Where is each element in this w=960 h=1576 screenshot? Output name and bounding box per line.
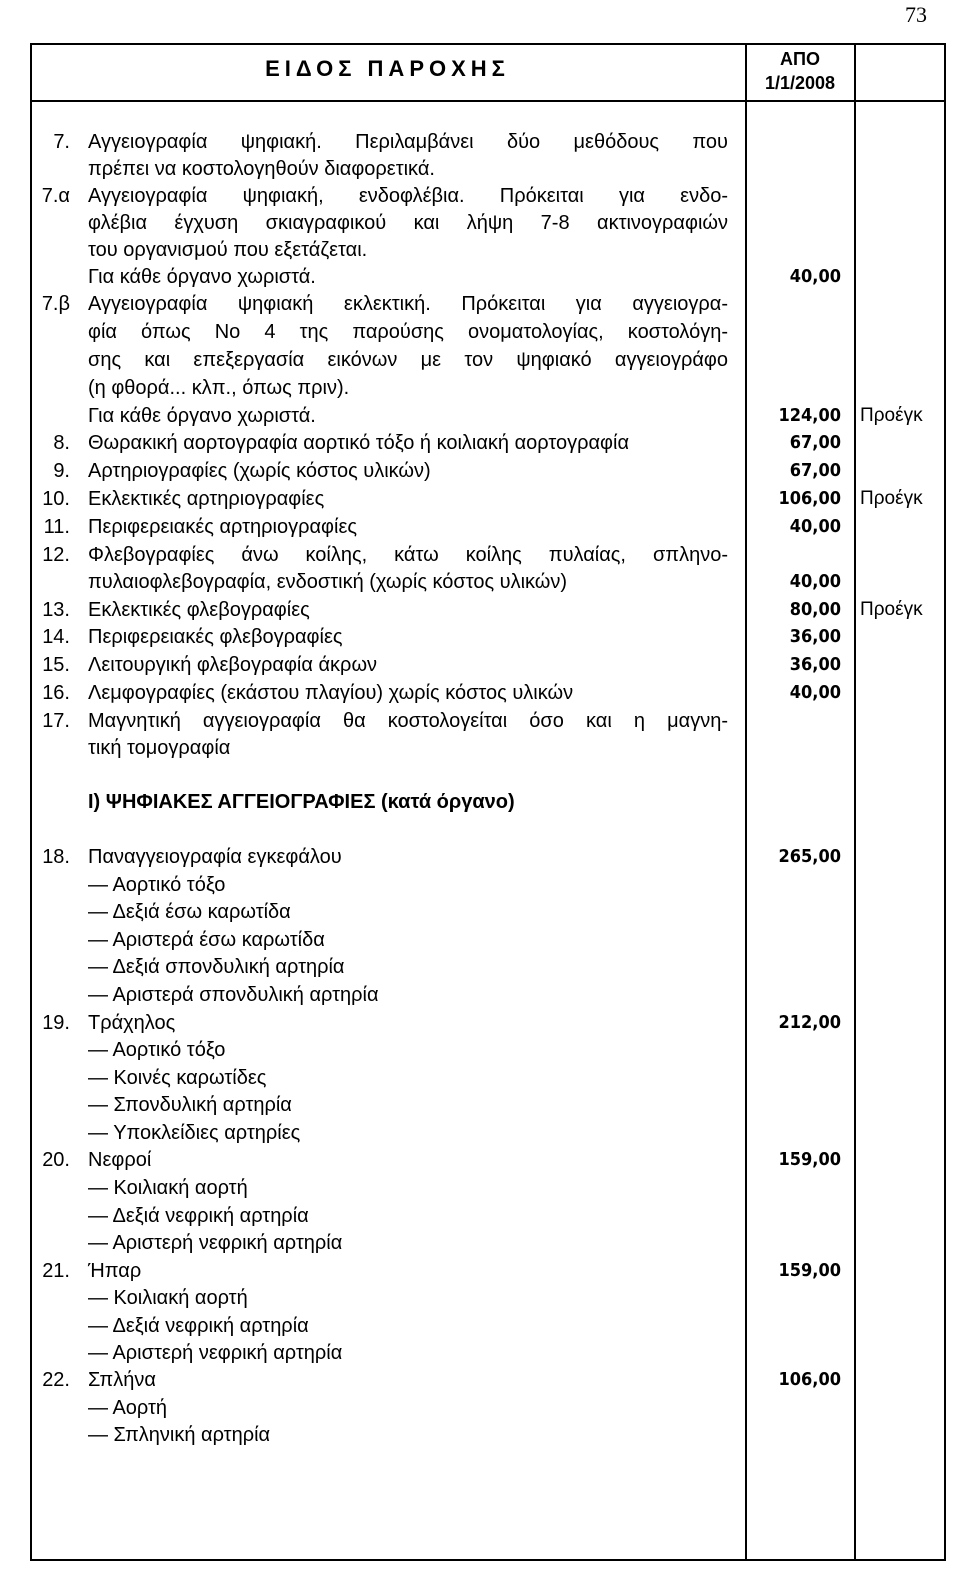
item-description: Λειτουργική φλεβογραφία άκρων (88, 654, 378, 676)
item-price: 40,00 (789, 516, 841, 537)
page-number: 73 (905, 2, 927, 27)
list-item-continuation (0, 374, 960, 402)
item-number: 10. (42, 488, 70, 510)
sub-item-label: — Αριστερή νεφρική αρτηρία (88, 1342, 343, 1364)
item-number: 17. (42, 710, 70, 732)
item-number: 13. (42, 599, 70, 621)
item-number: 15. (42, 654, 70, 676)
item-description: πρέπει να κοστολογηθούν διαφορετικά. (88, 158, 435, 180)
sub-item (0, 871, 960, 899)
sub-item (0, 953, 960, 981)
item-description: Αρτηριογραφίες (χωρίς κόστος υλικών) (88, 460, 431, 482)
item-description: Αγγειογραφία ψηφιακή, ενδοφλέβια. Πρόκειται για ενδο- (88, 185, 728, 207)
list-item-continuation (0, 236, 960, 264)
sub-item-label: — Δεξιά νεφρική αρτηρία (88, 1315, 309, 1337)
item-description: (η φθορά... κλπ., όπως πριν). (88, 377, 350, 399)
sub-item (0, 1421, 960, 1449)
list-item (0, 843, 960, 871)
sub-item-label: — Σπονδυλική αρτηρία (88, 1094, 292, 1116)
item-price: 67,00 (789, 432, 841, 453)
list-item-continuation (0, 568, 960, 596)
sub-item (0, 1312, 960, 1340)
item-number: 19. (42, 1012, 70, 1034)
item-number: 7. (53, 131, 70, 153)
item-description: τική τομογραφία (88, 737, 231, 759)
header-bottom-border (30, 100, 946, 102)
sub-item (0, 1091, 960, 1119)
item-description: Για κάθε όργανο χωριστά. (88, 266, 316, 288)
item-note: Προέγκ (860, 599, 923, 620)
sub-item (0, 1036, 960, 1064)
table-bottom-border (30, 1559, 946, 1561)
item-number: 12. (42, 544, 70, 566)
item-description: Εκλεκτικές φλεβογραφίες (88, 599, 310, 621)
item-price: 159,00 (778, 1149, 841, 1170)
item-note: Προέγκ (860, 405, 923, 426)
sub-item-label: — Αορτικό τόξο (88, 874, 226, 896)
list-item (0, 623, 960, 651)
item-price: 40,00 (789, 266, 841, 287)
item-number: 16. (42, 682, 70, 704)
list-item (0, 1009, 960, 1037)
item-number: 7.α (41, 185, 70, 207)
item-description: Παναγγειογραφία εγκεφάλου (88, 846, 342, 868)
item-description: Μαγνητική αγγειογραφία θα κοστολογείται όσο και η μαγνη- (88, 710, 728, 732)
section-title: Ι) ΨΗΦΙΑΚΕΣ ΑΓΓΕΙΟΓΡΑΦΙΕΣ (κατά όργανο) (88, 791, 515, 813)
sub-item (0, 1119, 960, 1147)
list-item (0, 128, 960, 156)
item-description: Φλεβογραφίες άνω κοίλης, κάτω κοίλης πυλαίας, σπληνο- (88, 544, 728, 566)
list-item (0, 707, 960, 735)
list-item (0, 541, 960, 569)
item-description: πυλαιοφλεβογραφία, ενδοστική (χωρίς κόστος υλικών) (88, 571, 568, 593)
sub-item (0, 1339, 960, 1367)
item-price: 106,00 (778, 488, 841, 509)
item-description: φία όπως Νο 4 της παρούσης ονοματολογίας, κοστολόγη- (88, 321, 728, 343)
price-column-header-line2: 1/1/2008 (764, 73, 836, 93)
item-description: Ήπαρ (88, 1260, 142, 1282)
item-description: Για κάθε όργανο χωριστά. (88, 405, 316, 427)
sub-item-label: — Αορτικό τόξο (88, 1039, 226, 1061)
item-description: σης και επεξεργασία εικόνων με τον ψηφιακό αγγειογράφο (88, 349, 728, 371)
list-item-continuation (0, 155, 960, 183)
item-number: 9. (53, 460, 70, 482)
sub-item-label: — Αορτή (88, 1397, 168, 1419)
sub-item-label: — Αριστερή νεφρική αρτηρία (88, 1232, 343, 1254)
item-description: Λεμφογραφίες (εκάστου πλαγίου) χωρίς κόστος υλικών (88, 682, 574, 704)
item-number: 7.β (41, 293, 70, 315)
item-number: 8. (53, 432, 70, 454)
item-number: 11. (43, 516, 70, 538)
item-description: του οργανισμού που εξετάζεται. (88, 239, 368, 261)
list-item-continuation (0, 402, 960, 430)
sub-item-label: — Δεξιά νεφρική αρτηρία (88, 1205, 309, 1227)
item-number: 14. (42, 626, 70, 648)
item-number: 21. (42, 1260, 70, 1282)
sub-item (0, 1174, 960, 1202)
item-number: 18. (42, 846, 70, 868)
sub-item (0, 1202, 960, 1230)
sub-item (0, 1284, 960, 1312)
item-price: 106,00 (778, 1369, 841, 1390)
item-description: Περιφερειακές φλεβογραφίες (88, 626, 343, 648)
sub-item-label: — Αριστερά σπονδυλική αρτηρία (88, 984, 379, 1006)
item-price: 36,00 (789, 654, 841, 675)
sub-item (0, 898, 960, 926)
list-item-continuation (0, 734, 960, 762)
sub-item (0, 1229, 960, 1257)
sub-item (0, 926, 960, 954)
item-price: 67,00 (789, 460, 841, 481)
sub-item-label: — Δεξιά σπονδυλική αρτηρία (88, 956, 345, 978)
item-description: Τράχηλος (88, 1012, 176, 1034)
item-description: Νεφροί (88, 1149, 152, 1171)
sub-item-label: — Αριστερά έσω καρωτίδα (88, 929, 325, 951)
list-item-continuation (0, 346, 960, 374)
item-number: 22. (42, 1369, 70, 1391)
list-item (0, 485, 960, 513)
sub-item-label: — Υποκλείδιες αρτηρίες (88, 1122, 301, 1144)
list-item (0, 1257, 960, 1285)
item-description: Εκλεκτικές αρτηριογραφίες (88, 488, 325, 510)
list-item (0, 1366, 960, 1394)
list-item (0, 182, 960, 210)
item-note: Προέγκ (860, 488, 923, 509)
list-item-continuation (0, 263, 960, 291)
price-column-header-line1: ΑΠΟ (780, 49, 820, 69)
item-price: 40,00 (789, 682, 841, 703)
item-price: 159,00 (778, 1260, 841, 1281)
item-price: 212,00 (778, 1012, 841, 1033)
list-item (0, 457, 960, 485)
item-description: Αγγειογραφία ψηφιακή εκλεκτική. Πρόκειται για αγγειογρα- (88, 293, 728, 315)
sub-item-label: — Σπληνική αρτηρία (88, 1424, 271, 1446)
sub-item-label: — Κοιλιακή αορτή (88, 1287, 248, 1309)
list-item (0, 1146, 960, 1174)
item-price: 124,00 (778, 405, 841, 426)
sub-item (0, 1064, 960, 1092)
item-description: φλέβια έγχυση σκιαγραφικού και λήψη 7-8 ακτινογραφιών (88, 212, 728, 234)
item-description: Θωρακική αορτογραφία αορτικό τόξο ή κοιλιακή αορτογραφία (88, 432, 630, 454)
list-item-continuation (0, 209, 960, 237)
list-item (0, 513, 960, 541)
item-description: Αγγειογραφία ψηφιακή. Περιλαμβάνει δύο μεθόδους που (88, 131, 728, 153)
table-top-border (30, 43, 946, 45)
item-price: 265,00 (778, 846, 841, 867)
list-item (0, 596, 960, 624)
item-number: 20. (42, 1149, 70, 1171)
sub-item (0, 981, 960, 1009)
sub-item-label: — Κοιλιακή αορτή (88, 1177, 248, 1199)
item-description: Περιφερειακές αρτηριογραφίες (88, 516, 358, 538)
list-item (0, 290, 960, 318)
list-item-continuation (0, 318, 960, 346)
sub-item (0, 1394, 960, 1422)
sub-item-label: — Δεξιά έσω καρωτίδα (88, 901, 291, 923)
item-description: Σπλήνα (88, 1369, 156, 1391)
document-title: ΕΙΔΟΣ ΠΑΡΟΧΗΣ (265, 56, 510, 81)
item-price: 40,00 (789, 571, 841, 592)
sub-item-label: — Κοινές καρωτίδες (88, 1067, 267, 1089)
item-price: 36,00 (789, 626, 841, 647)
item-price: 80,00 (789, 599, 841, 620)
list-item (0, 679, 960, 707)
list-item (0, 429, 960, 457)
list-item (0, 651, 960, 679)
